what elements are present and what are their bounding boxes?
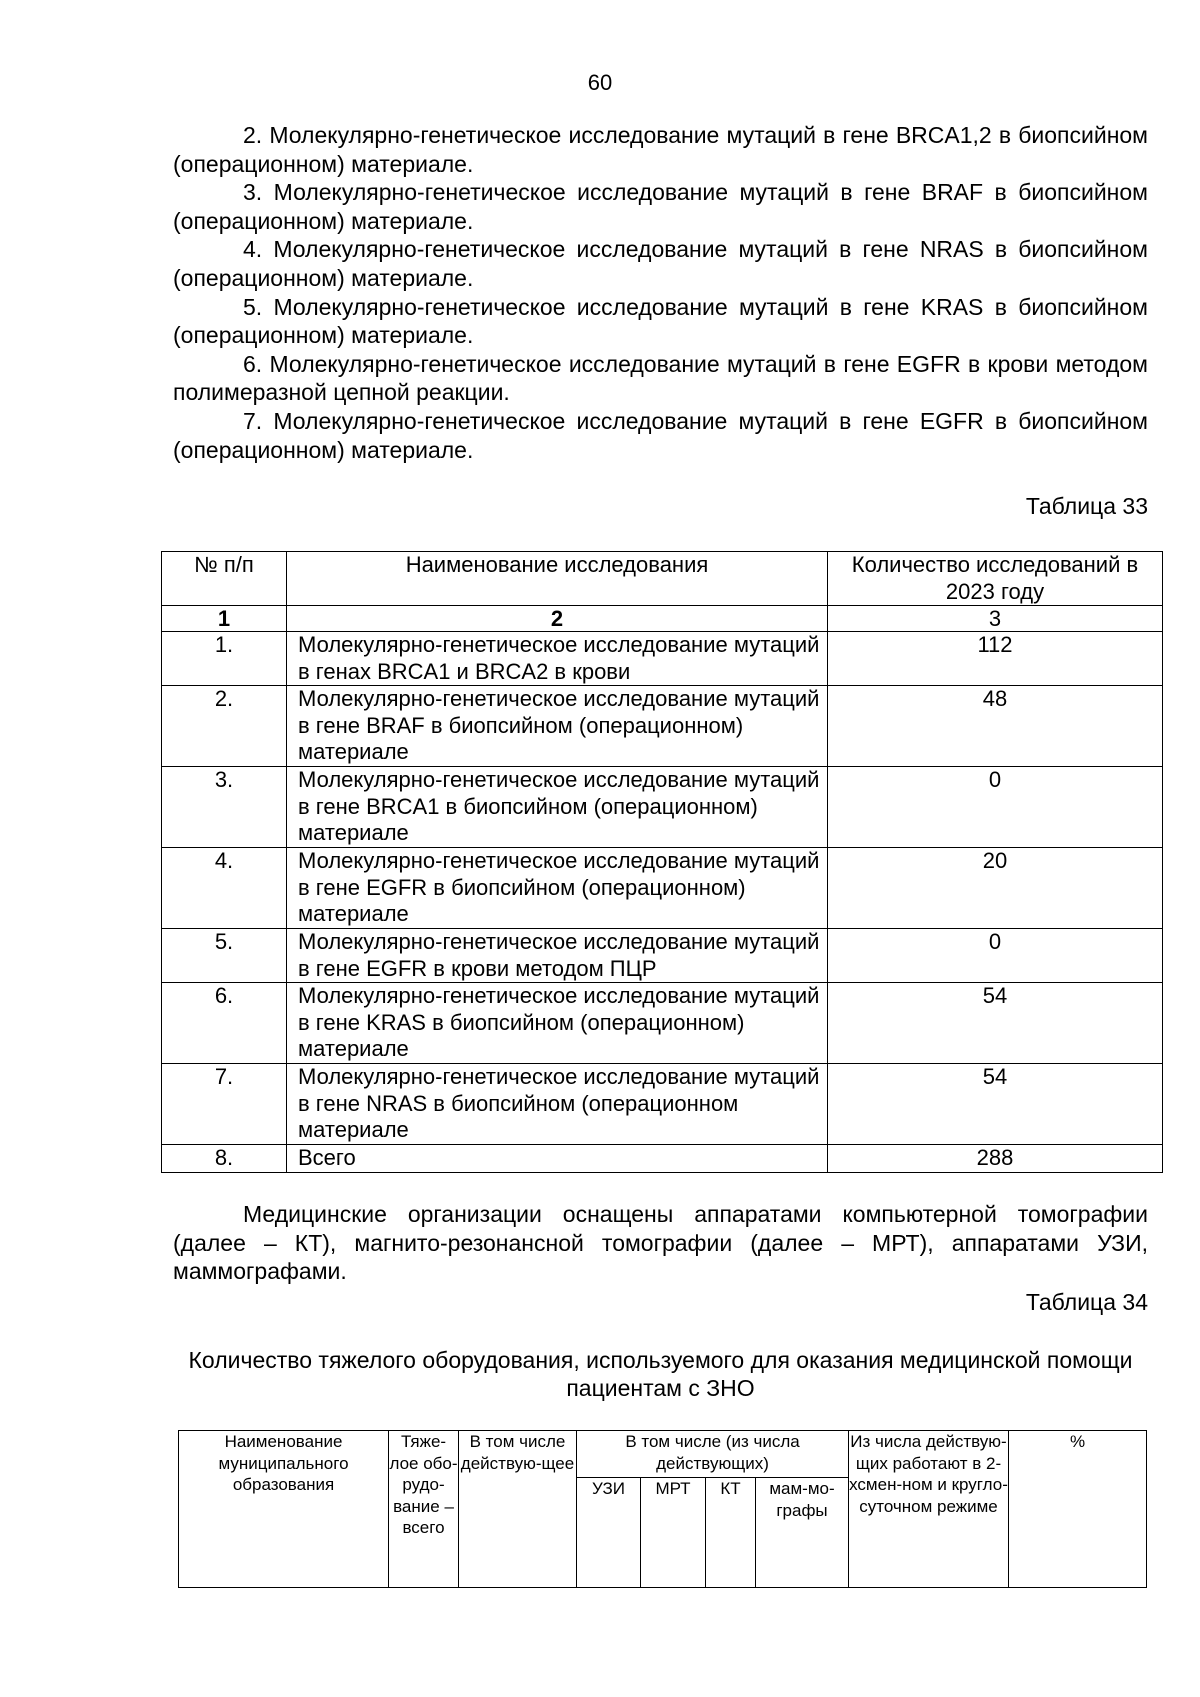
table-33-caption: Таблица 33 xyxy=(1025,493,1148,519)
row-count: 54 xyxy=(828,983,1163,1064)
equipment-paragraph xyxy=(173,1200,1148,1286)
table-header-row xyxy=(162,552,1163,606)
page-number: 60 xyxy=(587,70,613,95)
row-count: 288 xyxy=(828,1145,1163,1173)
paragraph-item: 7. Молекулярно-генетическое исследование мутаций в гене EGFR в биопсийном (операционном) материале. xyxy=(173,407,1148,463)
row-name: Молекулярно-генетическое исследование мутаций в гене NRAS в биопсийном (операционном материале xyxy=(287,1064,828,1145)
column-header-uzi: УЗИ xyxy=(577,1478,641,1588)
column-header-including: В том числе (из числа действующих) xyxy=(577,1431,849,1478)
table-row xyxy=(162,848,1163,929)
column-header-kt: КТ xyxy=(706,1478,756,1588)
row-count: 54 xyxy=(828,1064,1163,1145)
table-33 xyxy=(161,551,1163,1173)
row-number: 1. xyxy=(162,632,287,686)
row-count: 0 xyxy=(828,767,1163,848)
paragraph-item: 5. Молекулярно-генетическое исследование мутаций в гене KRAS в биопсийном (операционном) материале. xyxy=(173,293,1148,349)
column-header-shift-mode: Из числа действую-щих работают в 2-хсмен-ном и кругло-суточном режиме xyxy=(849,1431,1009,1588)
paragraph-item: 2. Молекулярно-генетическое исследование мутаций в гене BRCA1,2 в биопсийном (операционном) материале. xyxy=(173,122,1148,177)
paragraph-item: 6. Молекулярно-генетическое исследование мутаций в гене EGFR в крови методом полимеразной цепной реакции. xyxy=(173,350,1148,406)
column-header-operating: В том числе действую-щее xyxy=(459,1431,577,1588)
table-34 xyxy=(178,1430,1147,1588)
column-header-heavy-total: Тяже-лое обо-рудо-вание – всего xyxy=(389,1431,459,1588)
row-number: 2. xyxy=(162,686,287,767)
column-header: Наименование исследования xyxy=(287,552,828,606)
row-number: 3. xyxy=(162,767,287,848)
column-number: 2 xyxy=(287,606,828,632)
row-number: 4. xyxy=(162,848,287,929)
table-row xyxy=(162,767,1163,848)
table-total-row xyxy=(162,1145,1163,1173)
column-number: 3 xyxy=(828,606,1163,632)
column-header-municipality: Наименование муниципального образования xyxy=(179,1431,389,1588)
paragraph-text: Медицинские организации оснащены аппаратами компьютерной томографии (далее – КТ), магнито-резонансной томографии (далее – МРТ), аппаратами УЗИ, маммографами. xyxy=(173,1201,1148,1285)
table-row xyxy=(162,1064,1163,1145)
row-count: 20 xyxy=(828,848,1163,929)
column-number: 1 xyxy=(162,606,287,632)
row-number: 7. xyxy=(162,1064,287,1145)
row-name: Молекулярно-генетическое исследование мутаций в гене BRCA1 в биопсийном (операционном) материале xyxy=(287,767,828,848)
table-row xyxy=(162,929,1163,983)
numbered-paragraphs xyxy=(173,121,1148,464)
row-name: Молекулярно-генетическое исследование мутаций в гене BRAF в биопсийном (операционном) материале xyxy=(287,686,828,767)
table-header-row xyxy=(179,1431,1147,1478)
table-row xyxy=(162,632,1163,686)
row-number: 6. xyxy=(162,983,287,1064)
paragraph-item: 3. Молекулярно-генетическое исследование мутаций в гене BRAF в биопсийном (операционном) материале. xyxy=(173,179,1148,234)
column-header-mrt: МРТ xyxy=(641,1478,706,1588)
table-34-caption: Таблица 34 xyxy=(1025,1289,1148,1315)
paragraph-item: 4. Молекулярно-генетическое исследование мутаций в гене NRAS в биопсийном (операционном) материале. xyxy=(173,236,1148,291)
row-name: Молекулярно-генетическое исследование мутаций в гене EGFR в биопсийном (операционном) материале xyxy=(287,848,828,929)
row-name: Всего xyxy=(287,1145,828,1173)
row-name: Молекулярно-генетическое исследование мутаций в гене KRAS в биопсийном (операционном) материале xyxy=(287,983,828,1064)
table-row xyxy=(162,686,1163,767)
row-number: 5. xyxy=(162,929,287,983)
row-name: Молекулярно-генетическое исследование мутаций в гене EGFR в крови методом ПЦР xyxy=(287,929,828,983)
table-row xyxy=(162,983,1163,1064)
column-header: Количество исследований в 2023 году xyxy=(828,552,1163,606)
row-count: 48 xyxy=(828,686,1163,767)
column-header: № п/п xyxy=(162,552,287,606)
row-count: 0 xyxy=(828,929,1163,983)
table-34-title: Количество тяжелого оборудования, используемого для оказания медицинской помощи пациентам с ЗНО xyxy=(188,1347,1133,1401)
row-name: Молекулярно-генетическое исследование мутаций в генах BRCA1 и BRCA2 в крови xyxy=(287,632,828,686)
column-number-row xyxy=(162,606,1163,632)
row-count: 112 xyxy=(828,632,1163,686)
row-number: 8. xyxy=(162,1145,287,1173)
column-header-mammographs: мам-мо-графы xyxy=(756,1478,849,1588)
column-header-percent: % xyxy=(1009,1431,1147,1588)
